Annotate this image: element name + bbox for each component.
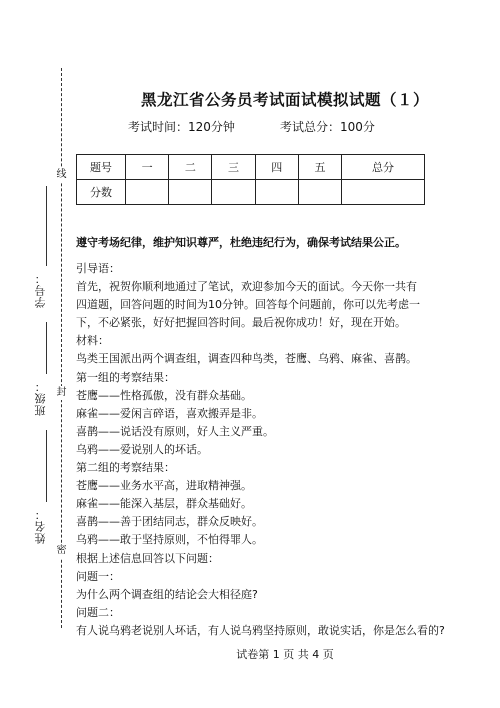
binding-mark-xian: 线	[56, 169, 67, 180]
table-cell: 分数	[77, 180, 126, 205]
score-entry-cell	[298, 180, 341, 205]
score-table	[76, 154, 425, 205]
text-line: 根据上述信息回答以下问题：	[76, 551, 219, 565]
name-underline	[46, 430, 47, 502]
class-label: 班级：	[34, 380, 47, 416]
question-body	[76, 260, 445, 640]
text-line: 问题一：	[76, 569, 120, 583]
text-line: 为什么两个调查组的结论会大相径庭?	[76, 587, 258, 601]
text-line: 乌鸦——爱说别人的坏话。	[76, 442, 208, 456]
text-line: 材料：	[76, 334, 109, 348]
text-line: 引导语：	[76, 262, 120, 275]
table-cell: 二	[169, 155, 212, 180]
score-entry-cell	[169, 180, 212, 205]
page-footer: 试卷第 1 页 共 4 页	[236, 648, 334, 661]
text-line: 麻雀——爱闲言碎语，喜欢搬弄是非。	[76, 406, 263, 420]
table-cell: 四	[255, 155, 298, 180]
text-line: 麻雀——能深入基层，群众基础好。	[76, 497, 252, 511]
score-entry-cell	[126, 180, 169, 205]
text-paragraph: 首先，祝贺你顺利地通过了笔试，欢迎参加今天的面试。今天你一共有四道题，回答问题的时间为10分钟。回答每个问题前，你可以先考虑一下，不必紧张，好好把握回答时间。最后祝你成功！好，现在开始。	[76, 280, 420, 330]
text-line: 第一组的考察结果：	[76, 370, 175, 384]
text-line: 有人说乌鸦老说别人坏话，有人说乌鸦坚持原则，敢说实话，你是怎么看的?	[76, 623, 445, 637]
text-line: 鸟类王国派出两个调查组，调查四种鸟类，苍鹰、乌鸦、麻雀、喜鹊。	[76, 352, 417, 366]
text-line: 乌鸦——敢于坚持原则，不怕得罪人。	[76, 533, 263, 547]
name-label: 姓名：	[34, 508, 47, 544]
total-score: 考试总分：100分	[280, 120, 375, 134]
table-cell: 题号	[77, 155, 126, 180]
class-underline	[46, 322, 47, 374]
table-cell: 一	[126, 155, 169, 180]
student-id-label: 学号：	[34, 272, 47, 308]
text-line: 第二组的考察结果：	[76, 461, 175, 475]
text-line: 喜鹊——说话没有原则，好人主义严重。	[76, 424, 274, 438]
table-cell: 五	[298, 155, 341, 180]
binding-margin	[0, 0, 70, 708]
score-entry-cell	[255, 180, 298, 205]
table-cell: 总分	[342, 155, 425, 180]
text-line: 喜鹊——善于团结同志，群众反映好。	[76, 515, 263, 529]
table-cell: 三	[212, 155, 255, 180]
student-id-underline	[46, 186, 47, 266]
text-line: 苍鹰——业务水平高，进取精神强。	[76, 479, 252, 493]
score-table-score-row	[77, 180, 425, 205]
binding-mark-feng: 封	[56, 387, 67, 398]
text-line: 苍鹰——性格孤傲，没有群众基础。	[76, 388, 252, 402]
page-title: 黑龙江省公务员考试面试模拟试题（１）	[140, 91, 429, 109]
score-entry-cell	[342, 180, 425, 205]
score-table-header-row	[77, 155, 425, 180]
exam-time: 考试时间：120分钟	[128, 120, 235, 134]
exam-notice: 遵守考场纪律，维护知识尊严，杜绝违纪行为，确保考试结果公正。	[76, 236, 406, 249]
score-entry-cell	[212, 180, 255, 205]
text-line: 问题二：	[76, 605, 120, 619]
binding-mark-mi: 密	[56, 545, 67, 556]
